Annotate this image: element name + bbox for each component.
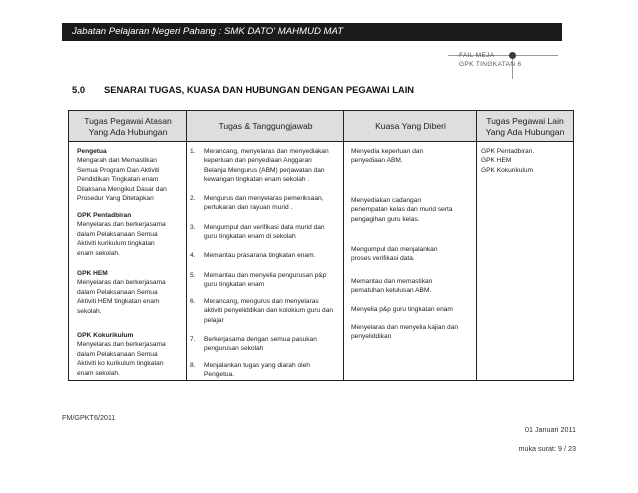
officer-desc-line: dalam Pelaksanaan Semua bbox=[77, 288, 158, 296]
duty-line: Menjalankan tugas yang diarah oleh bbox=[204, 362, 310, 369]
fail-label: FAIL MEJA bbox=[459, 52, 495, 59]
duty-line: Belanja Mengurus (ABM) perjawatan dan bbox=[204, 166, 325, 174]
officer-desc-line: enam sekolah. bbox=[77, 249, 120, 257]
officer-desc-line: Mengarah dan Memastikan bbox=[77, 157, 157, 165]
officer-desc-line: enam sekolah. bbox=[77, 369, 120, 377]
duty-item bbox=[190, 223, 340, 242]
power-line: penempatan kelas dan murid serta bbox=[351, 206, 453, 214]
other-officers-column bbox=[481, 147, 573, 175]
duties-table bbox=[68, 110, 574, 381]
header-banner: Jabatan Pelajaran Negeri Pahang : SMK DATO' MAHMUD MAT bbox=[62, 23, 562, 41]
power-line: Mengumpul dan menjalankan bbox=[351, 246, 438, 253]
power-item bbox=[351, 245, 479, 264]
table-header-row bbox=[69, 111, 573, 142]
officer-desc-line: Semua Program Dan Aktiviti bbox=[77, 166, 160, 174]
duty-line: guru tingkatan enam bbox=[204, 281, 265, 289]
section-heading: SENARAI TUGAS, KUASA DAN HUBUNGAN DENGAN PEGAWAI LAIN bbox=[104, 84, 415, 95]
officer-group bbox=[77, 147, 183, 203]
duty-line: guru tingkatan enam di sekolah bbox=[204, 233, 296, 241]
duty-line: pengurusan sekolah bbox=[204, 345, 264, 353]
form-code: FM/GPKT6/2011 bbox=[62, 413, 116, 422]
column-divider bbox=[343, 111, 344, 380]
officer-title: Pengetua bbox=[77, 148, 107, 155]
duty-line: Memantau dan menyelia pengurusan p&p bbox=[204, 272, 327, 279]
power-item bbox=[351, 147, 479, 166]
officer-group bbox=[77, 269, 183, 316]
officer-desc-line: Aktiviti kurikulum tingkatan bbox=[77, 240, 155, 248]
duty-item bbox=[190, 335, 340, 354]
power-line: penyediaan ABM. bbox=[351, 157, 403, 165]
duty-line: kewangan tingkatan enam sekolah . bbox=[204, 176, 310, 184]
officer-desc-line: dalam Pelaksanaan Semua bbox=[77, 230, 158, 238]
other-officer-item: GPK HEM bbox=[481, 157, 512, 165]
duty-item bbox=[190, 271, 340, 290]
duty-line: Merancang, mengurus dan menyelaras bbox=[204, 298, 319, 305]
other-officer-item: GPK Pentadbiran. bbox=[481, 148, 535, 155]
duty-item bbox=[190, 194, 340, 213]
section-title bbox=[72, 84, 414, 95]
power-item bbox=[351, 323, 479, 342]
officer-desc-line: Menyelaras dan berkerjasama bbox=[77, 341, 166, 349]
officer-group bbox=[77, 331, 183, 378]
duty-number: 1. bbox=[190, 148, 196, 155]
section-number: 5.0 bbox=[72, 84, 86, 95]
fail-sub: GPK TINGKATAN 6 bbox=[459, 61, 522, 68]
officer-title: GPK Kokurikulum bbox=[77, 332, 134, 339]
duty-line: Mengurus dan menyelaras pemeriksaan, bbox=[204, 195, 324, 202]
power-line: Menyelaras dan menyelia kajian dan bbox=[351, 324, 459, 331]
power-line: Menyelia p&p guru tingkatan enam bbox=[351, 306, 453, 313]
duty-number: 8. bbox=[190, 362, 196, 369]
column-divider bbox=[186, 111, 187, 380]
officer-title: GPK Pentadbiran bbox=[77, 212, 132, 219]
duty-line: Pengetua. bbox=[204, 371, 235, 379]
duty-line: keperluan dan penyediaan Anggaran bbox=[204, 157, 312, 165]
duty-line: Merancang, menyelaras dan menyediakan bbox=[204, 148, 329, 155]
officer-title: GPK HEM bbox=[77, 270, 108, 277]
duty-number: 6. bbox=[190, 298, 196, 305]
fail-meja-label bbox=[459, 51, 521, 69]
duty-number: 7. bbox=[190, 336, 196, 343]
officer-desc-line: Dilaksana Mengikut Dasar dan bbox=[77, 185, 167, 193]
officer-desc-line: Menyelaras dan berkerjasama bbox=[77, 279, 166, 287]
header-col-other-officers: Tugas Pegawai Lain Yang Ada Hubungan bbox=[485, 115, 565, 137]
power-item bbox=[351, 196, 479, 224]
header-col-duties: Tugas & Tanggungjawab bbox=[218, 121, 313, 131]
power-item bbox=[351, 305, 479, 314]
duty-line: aktiviti penyeliddikan dan kolokium guru dan bbox=[204, 307, 334, 315]
power-line: proses verifikasi data. bbox=[351, 255, 415, 263]
duty-number: 3. bbox=[190, 224, 196, 231]
power-line: Memantau dan memastikan bbox=[351, 278, 433, 285]
duty-item bbox=[190, 147, 340, 185]
other-officer-item: GPK Kokurikulum bbox=[481, 166, 534, 174]
officer-desc-line: Aktiviti HEM tingkatan enam bbox=[77, 298, 160, 306]
duty-line: pertukaran dan rayuan murid . bbox=[204, 204, 293, 212]
duty-item bbox=[190, 361, 340, 380]
duty-line: pelajar bbox=[204, 316, 224, 324]
header-col-superior: Tugas Pegawai Atasan Yang Ada Hubungan bbox=[84, 115, 172, 137]
power-line: Menyediakan cadangan bbox=[351, 197, 422, 204]
duty-line: Mengumpul dan verifikasi data murid dan bbox=[204, 224, 325, 231]
duty-item bbox=[190, 251, 340, 260]
power-line: Menyedia keperluan dan bbox=[351, 148, 424, 155]
duty-line: Memantau prasarana tingkatan enam. bbox=[204, 252, 316, 259]
power-line: penyeliddikan bbox=[351, 333, 392, 341]
footer-date: 01 Januari 2011 bbox=[524, 425, 576, 434]
duty-number: 4. bbox=[190, 252, 196, 259]
power-line: pematuhan kelulusan ABM. bbox=[351, 287, 432, 295]
officer-desc-line: dalam Pelaksanaan Semua bbox=[77, 350, 158, 358]
officer-desc-line: sekolah. bbox=[77, 307, 102, 315]
header-col-powers: Kuasa Yang Diberi bbox=[375, 121, 446, 131]
duty-number: 5. bbox=[190, 272, 196, 279]
officer-group bbox=[77, 211, 183, 258]
power-item bbox=[351, 277, 479, 296]
page-number: muka surat: 9 / 23 bbox=[518, 444, 576, 453]
officer-desc-line: Aktiviti ko kurikulum tingkatan bbox=[77, 360, 164, 368]
officer-desc-line: Pendidikan Tingkatan enam bbox=[77, 176, 159, 184]
officer-desc-line: Prosedur Yang Ditetapkan bbox=[77, 195, 154, 203]
power-line: pengagihan guru kelas. bbox=[351, 215, 420, 223]
officer-desc-line: Menyelaras dan berkerjasama bbox=[77, 221, 166, 229]
duty-line: Berkerjasama dengan semua pasukan bbox=[204, 336, 317, 343]
duty-item bbox=[190, 297, 340, 325]
duty-number: 2. bbox=[190, 195, 196, 202]
